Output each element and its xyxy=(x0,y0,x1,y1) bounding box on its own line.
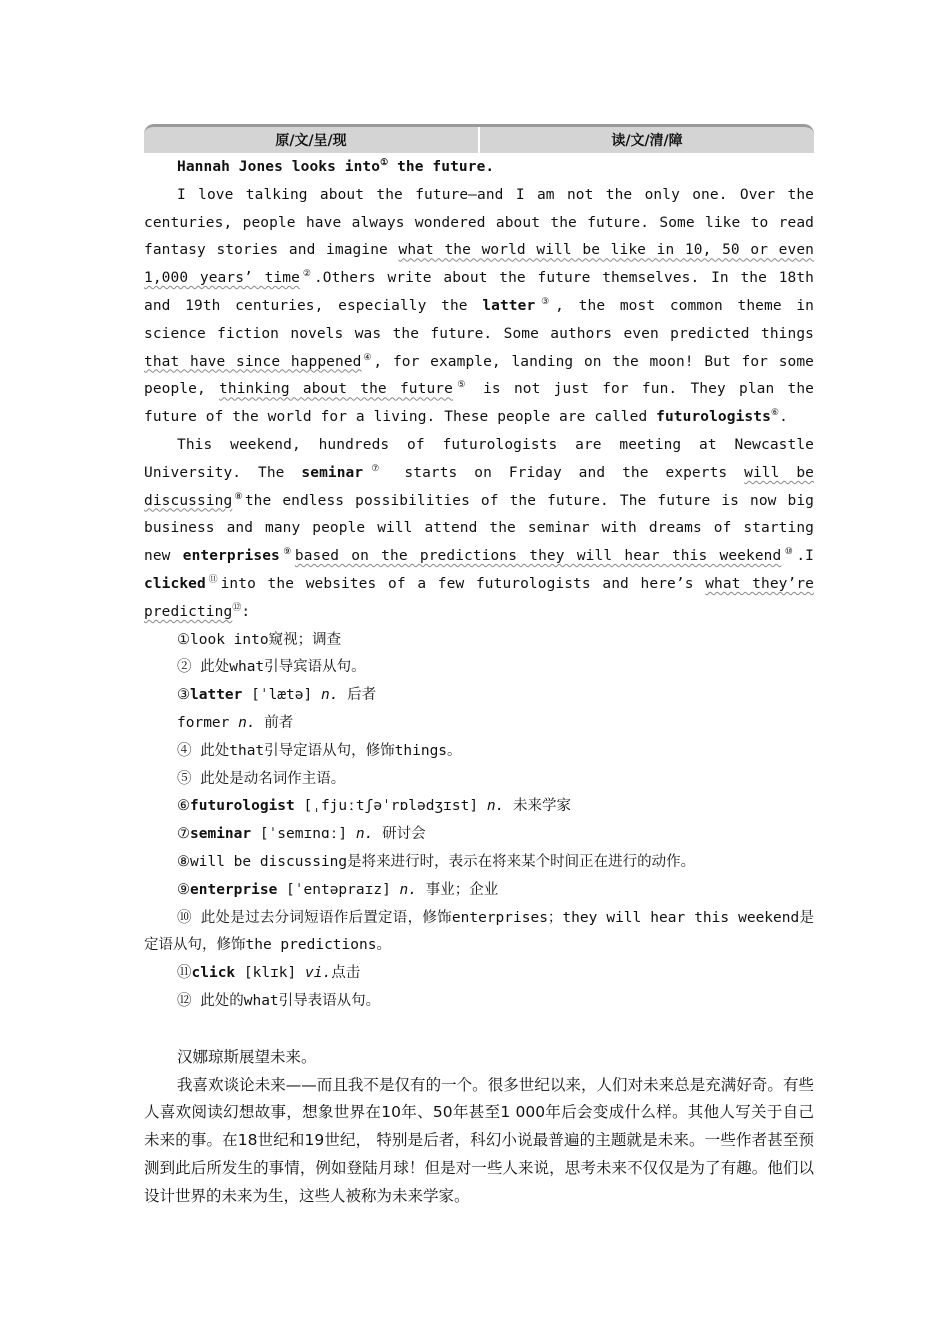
chinese-translation xyxy=(144,1044,814,1211)
passage-paragraph-1: I love talking about the future—and I am not the only one. Over the centuries, people have always wondered about the future. Some like to read fantasy stories and imagine what the world will be like in 10, 50 or even 1,000 years’ time②.Others write about the future themselves. In the 18th and 19th centuries, especially the latter③, the most common theme in science fiction novels was the future. Some authors even predicted things that have since happened④, for example, landing on the moon! But for some people, thinking about the future⑤ is not just for fun. They plan the future of the world for a living. These people are called futurologists⑥. xyxy=(144,186,815,426)
key-word: latter xyxy=(482,297,536,314)
note-1: ①look into窥视；调查 xyxy=(177,631,342,648)
note-11: ⑪click [klɪk] vi.点击 xyxy=(177,965,361,982)
header-original-text: 原/文/呈/现 xyxy=(144,127,480,153)
page xyxy=(144,124,814,1210)
underlined-phrase: what they’re predicting xyxy=(144,575,814,620)
key-word: enterprises xyxy=(182,548,280,565)
english-passage xyxy=(144,154,814,627)
note-10: ⑩ 此处是过去分词短语作后置定语，修饰enterprises；they will hear this weekend是定语从句，修饰the predictions。 xyxy=(144,909,814,954)
key-word: futurologists xyxy=(656,409,771,426)
translation-title: 汉娜琼斯展望未来。 xyxy=(177,1047,317,1066)
note-8: ⑧will be discussing是将来进行时，表示在将来某个时间正在进行的动作。 xyxy=(177,853,696,870)
key-word: clicked xyxy=(144,575,206,592)
note-6: ⑥futurologist [ˌfjuːtʃəˈrɒlədʒɪst] n. 未来学家 xyxy=(177,798,572,815)
note-9: ⑨enterprise [ˈentəpraɪz] n. 事业；企业 xyxy=(177,881,499,898)
header-clear-obstacles: 读/文/清/障 xyxy=(611,133,683,149)
translation-paragraph-1: 我喜欢谈论未来——而且我不是仅有的一个。很多世纪以来，人们对未来总是充满好奇。有些人喜欢阅读幻想故事，想象世界在10年、50年甚至1 000年后会变成什么样。其他人写关于自己未来的事。在18世纪和19世纪， 特别是后者，科幻小说最普遍的主题就是未来。一些作者甚至预测到此后所发生的事情，例如登陆月球！但是对一些人来说，思考未来不仅仅是为了有趣。他们以设计世界的未来为生，这些人被称为未来学家。 xyxy=(144,1075,814,1205)
underlined-phrase: what the world will be like in 10, 50 or even 1,000 years’ time xyxy=(144,242,814,287)
underlined-phrase: based on the predictions they will hear this weekend xyxy=(294,548,782,565)
note-4: ④ 此处that引导定语从句，修饰things。 xyxy=(177,742,462,759)
note-3: ③latter [ˈlætə] n. 后者 xyxy=(177,687,377,704)
underlined-phrase: that have since happened xyxy=(144,353,362,370)
note-5: ⑤ 此处是动名词作主语。 xyxy=(177,770,346,787)
note-2: ② 此处what引导宾语从句。 xyxy=(177,659,366,676)
underlined-phrase: will be discussing xyxy=(144,464,815,509)
section-header-bar xyxy=(144,124,814,153)
note-3-former: former n. 前者 xyxy=(177,714,294,731)
note-12: ⑫ 此处的what引导表语从句。 xyxy=(177,992,381,1009)
passage-title: Hannah Jones looks into① the future. xyxy=(177,158,495,175)
passage-paragraph-2: This weekend, hundreds of futurologists are meeting at Newcastle University. The seminar⑦ starts on Friday and the experts will be discussing⑧the endless possibilities of the future. The future is now big business and many people will attend the seminar with dreams of starting new enterprises⑨based on the predictions they will hear this weekend⑩.I clicked⑪into the websites of a few futurologists and here’s what they’re predicting⑫: xyxy=(144,436,815,620)
key-word: seminar xyxy=(301,464,364,481)
underlined-phrase: thinking about the future xyxy=(219,381,453,398)
note-7: ⑦seminar [ˈsemɪnɑː] n. 研讨会 xyxy=(177,826,426,843)
notes-list xyxy=(144,627,814,1016)
